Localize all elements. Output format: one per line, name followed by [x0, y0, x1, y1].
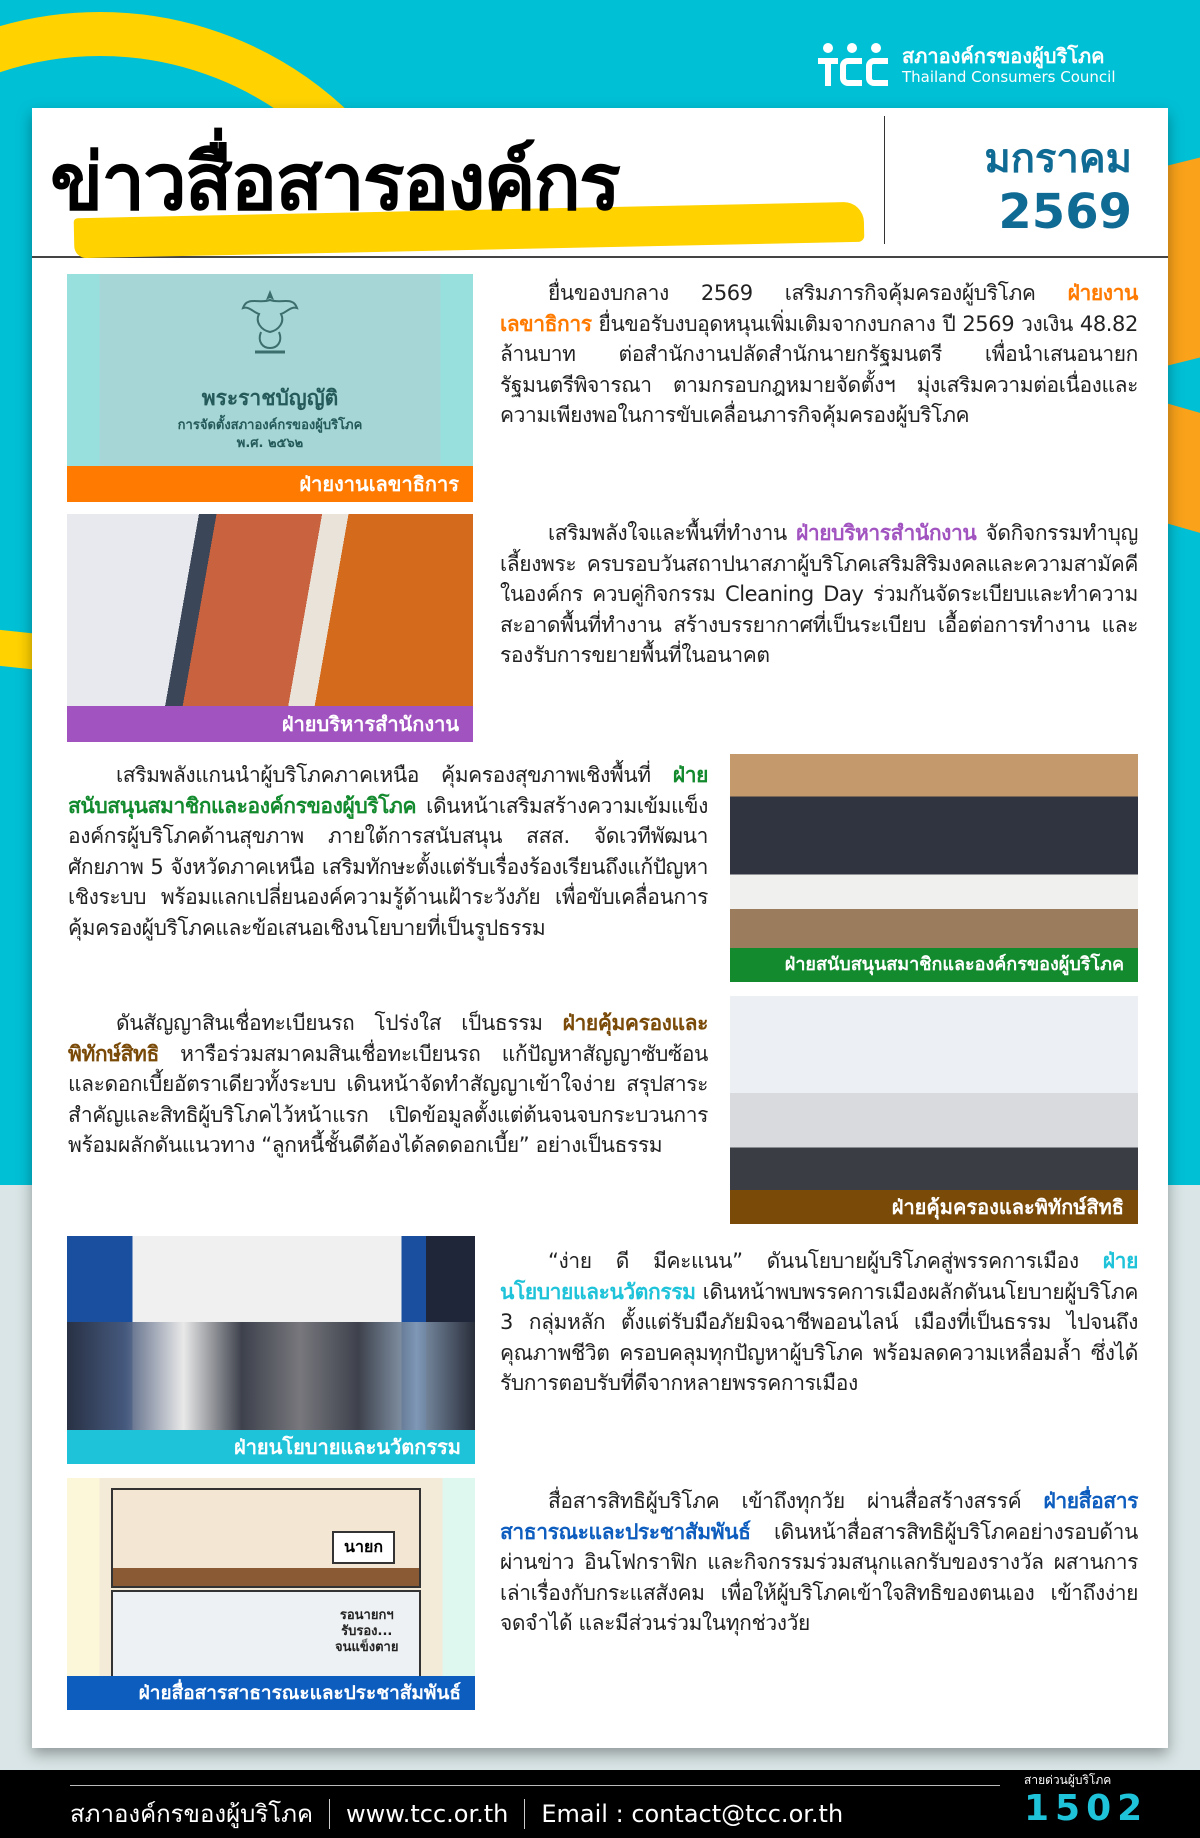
- newsletter-card: [32, 108, 1168, 1748]
- brand-logo-block: [816, 42, 1116, 88]
- department-name: ฝ่ายสนับสนุนสมาชิกและองค์กรของผู้บริโภค: [68, 763, 708, 818]
- article-body: เดินหน้าสื่อสารสิทธิผู้บริโภคอย่างรอบด้าน ผ่านข่าว อินโฟกราฟิก และกิจกรรมร่วมสนุกแลกรับของรางวัล ผสานการเล่าเรื่องกับกระแสสังคม เพื่อให้ผู้บริโภคเข้าใจสิทธิของตนเอง เข้าถึงง่าย จดจำได้ และมีส่วนร่วมในทุกช่วงวัย: [500, 1519, 1138, 1635]
- photo-image: [67, 1236, 475, 1430]
- photo-inner-title: พระราชบัญญัติ: [201, 386, 339, 410]
- photo-image: [730, 754, 1138, 948]
- article-body: จัดกิจกรรมทำบุญเลี้ยงพระ ครบรอบวันสถาปนาสภาผู้บริโภคเสริมสิริมงคลและความสามัคคีในองค์กร ควบคู่กิจกรรม Cleaning Day ร่วมกันจัดระเบียบและทำความสะอาดพื้นที่ทำงาน สร้างบรรยากาศที่เป็นระเบียบ เอื้อต่อการทำงาน และรองรับการขยายพื้นที่ในอนาคต: [500, 521, 1139, 667]
- hotline-label: สายด่วนผู้บริโภค: [1024, 1773, 1112, 1787]
- article-body: ยื่นขอรับงบอุดหนุนเพิ่มเติมจากงบกลาง ปี 2569 วงเงิน 48.82 ล้านบาท ต่อสำนักงานปลัดสำนักนายกรัฐมนตรี เพื่อนำเสนอนายกรัฐมนตรีพิจารณา ตามกรอบกฎหมายจัดตั้งฯ มุ่งเสริมความต่อเนื่องและความเพียงพอในการขับเคลื่อนภารกิจคุ้มครองผู้บริโภค: [500, 311, 1138, 427]
- photo-caption: ฝ่ายสื่อสารสาธารณะและประชาสัมพันธ์: [67, 1676, 475, 1710]
- article-member-support: [68, 760, 708, 943]
- page-title: ข่าวสื่อสารองค์กร: [50, 138, 619, 228]
- article-lead: เสริมพลังใจและพื้นที่ทำงาน: [548, 521, 787, 545]
- footer-org: สภาองค์กรของผู้บริโภค: [70, 1800, 314, 1828]
- issue-date: [984, 134, 1132, 240]
- issue-month: มกราคม: [984, 136, 1132, 182]
- footer: [0, 1770, 1200, 1838]
- article-consumer-protection: [68, 1008, 708, 1161]
- cartoon-sign: นายก: [332, 1531, 395, 1564]
- tcc-logo-icon: [816, 42, 892, 88]
- cartoon-image: [67, 1478, 475, 1676]
- hotline-number[interactable]: 1502: [1024, 1788, 1149, 1829]
- article-office-admin: [500, 518, 1138, 671]
- cartoon-panel: [111, 1488, 421, 1588]
- article-lead: เสริมพลังแกนนำผู้บริโภคภาคเหนือ คุ้มครองสุขภาพเชิงพื้นที่: [116, 763, 651, 787]
- header-divider: [884, 116, 885, 244]
- article-policy-innovation: [500, 1246, 1138, 1399]
- newsletter-header: [32, 108, 1168, 258]
- photo-caption: ฝ่ายงานเลขาธิการ: [67, 466, 473, 502]
- photo-member-support: [730, 754, 1138, 982]
- footer-rule: [70, 1785, 1000, 1786]
- footer-website-link[interactable]: www.tcc.or.th: [346, 1799, 509, 1828]
- photo-office-admin: [67, 514, 473, 742]
- article-body: หารือร่วมสมาคมสินเชื่อทะเบียนรถ แก้ปัญหาสัญญาซับซ้อนและดอกเบี้ยอัตราเดียวทั้งระบบ เดินหน้าจัดทำสัญญาเข้าใจง่าย สรุปสาระสำคัญและสิทธิผู้บริโภคไว้หน้าแรก เปิดข้อมูลตั้งแต่ต้นจนจบกระบวนการ พร้อมผลักดันแนวทาง “ลูกหนี้ชั้นดีต้องได้ลดดอกเบี้ย” อย่างเป็นธรรม: [68, 1041, 708, 1157]
- article-lead: สื่อสารสิทธิผู้บริโภค เข้าถึงทุกวัย ผ่านสื่อสร้างสรรค์: [548, 1489, 1022, 1513]
- article-lead: “ง่าย ดี มีคะแนน” ดันนโยบายผู้บริโภคสู่พรรคการเมือง: [548, 1249, 1079, 1273]
- photo-caption: ฝ่ายนโยบายและนวัตกรรม: [67, 1430, 475, 1464]
- photo-image: [730, 996, 1138, 1190]
- photo-public-relations: [67, 1478, 475, 1710]
- cartoon-note: รอนายกฯ รับรอง... จนแข็งตาย: [335, 1608, 399, 1655]
- photo-consumer-protection: [730, 996, 1138, 1224]
- garuda-emblem-icon: [239, 286, 301, 358]
- department-name: ฝ่ายนโยบายและนวัตกรรม: [500, 1249, 1138, 1304]
- article-body: เดินหน้าเสริมสร้างความเข้มแข็งองค์กรผู้บริโภคด้านสุขภาพ ภายใต้การสนับสนุน สสส. จัดเวทีพัฒนาศักยภาพ 5 จังหวัดภาคเหนือ เสริมทักษะตั้งแต่รับเรื่องร้องเรียนถึงแก้ปัญหาเชิงระบบ พร้อมแลกเปลี่ยนองค์ความรู้ด้านเฝ้าระวังภัย เพื่อขับเคลื่อนการคุ้มครองผู้บริโภคและข้อเสนอเชิงนโยบายที่เป็นรูปธรรม: [68, 793, 708, 940]
- brand-name-en: Thailand Consumers Council: [902, 68, 1116, 86]
- department-name: ฝ่ายงานเลขาธิการ: [500, 281, 1138, 336]
- footer-email-link[interactable]: Email : contact@tcc.or.th: [541, 1799, 844, 1828]
- department-name: ฝ่ายคุ้มครองและพิทักษ์สิทธิ: [68, 1011, 708, 1066]
- photo-inner-subtitle: การจัดตั้งสภาองค์กรของผู้บริโภค: [177, 418, 363, 433]
- photo-image: [67, 274, 473, 466]
- article-lead: ดันสัญญาสินเชื่อทะเบียนรถ โปร่งใส เป็นธรรม: [116, 1011, 543, 1035]
- photo-secretariat: [67, 274, 473, 502]
- hotline: [1024, 1772, 1148, 1830]
- article-body: เดินหน้าพบพรรคการเมืองผลักดันนโยบายผู้บริโภค 3 กลุ่มหลัก ตั้งแต่รับมือภัยมิจฉาชีพออนไลน์ เมืองที่เป็นธรรม ไปจนถึงคุณภาพชีวิต ครอบคลุมทุกปัญหาผู้บริโภค พร้อมลดความเหลื่อมล้ำ ซึ่งได้รับการตอบรับที่ดีจากหลายพรรคการเมือง: [500, 1279, 1138, 1395]
- brand-name-th: สภาองค์กรของผู้บริโภค: [902, 44, 1105, 68]
- photo-policy-innovation: [67, 1236, 475, 1464]
- footer-divider: [329, 1799, 330, 1829]
- photo-caption: ฝ่ายคุ้มครองและพิทักษ์สิทธิ: [730, 1190, 1138, 1224]
- department-name: ฝ่ายสื่อสารสาธารณะและประชาสัมพันธ์: [500, 1489, 1138, 1544]
- photo-image: [67, 514, 473, 706]
- article-lead: ยื่นของบกลาง 2569 เสริมภารกิจคุ้มครองผู้บริโภค: [548, 281, 1036, 305]
- issue-year: 2569: [998, 184, 1132, 240]
- article-public-relations: [500, 1486, 1138, 1639]
- photo-inner-year: พ.ศ. ๒๕๖๒: [236, 436, 304, 451]
- article-secretariat: [500, 278, 1138, 431]
- photo-caption: ฝ่ายบริหารสำนักงาน: [67, 706, 473, 742]
- footer-divider: [524, 1799, 525, 1829]
- department-name: ฝ่ายบริหารสำนักงาน: [795, 521, 977, 545]
- photo-caption: ฝ่ายสนับสนุนสมาชิกและองค์กรของผู้บริโภค: [730, 948, 1138, 982]
